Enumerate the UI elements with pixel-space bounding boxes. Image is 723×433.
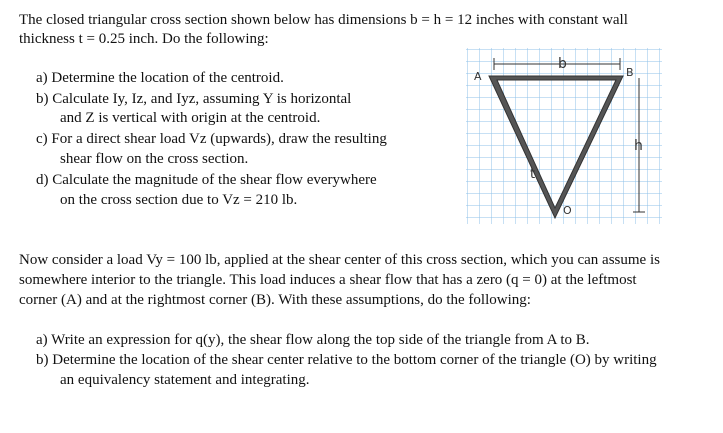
para2-line-1: Now consider a load Vy = 100 lb, applied at the shear center of this cross section, which you can assume is bbox=[19, 252, 660, 268]
para2-line-3: corner (A) and at the rightmost corner (B). With these assumptions, do the following: bbox=[19, 292, 531, 308]
task-d-cont: on the cross section due to Vz = 210 lb. bbox=[60, 192, 298, 208]
dim-t-label: t bbox=[530, 167, 536, 182]
triangle-cross-section-figure bbox=[466, 48, 662, 224]
task-b: b) Calculate Iy, Iz, and Iyz, assuming Y is horizontal bbox=[36, 91, 352, 107]
dim-b-label: b bbox=[558, 56, 567, 72]
intro-line-2: thickness t = 0.25 inch. Do the following: bbox=[19, 31, 269, 47]
task-d: d) Calculate the magnitude of the shear flow everywhere bbox=[36, 172, 377, 188]
task-c: c) For a direct shear load Vz (upwards), draw the resulting bbox=[36, 131, 387, 147]
corner-b-label: B bbox=[626, 66, 634, 79]
corner-o-label: O bbox=[563, 204, 572, 217]
intro-line-1: The closed triangular cross section shown below has dimensions b = h = 12 inches with constant wall bbox=[19, 12, 628, 28]
task-b-cont: and Z is vertical with origin at the centroid. bbox=[60, 110, 321, 126]
corner-a-label: A bbox=[474, 70, 482, 83]
task-a: a) Determine the location of the centroid. bbox=[36, 70, 284, 86]
dim-h-label: h bbox=[634, 138, 643, 154]
task2-b-cont: an equivalency statement and integrating. bbox=[60, 372, 310, 388]
para2-line-2: somewhere interior to the triangle. This load induces a shear flow that has a zero (q = 0) at the leftmost bbox=[19, 272, 637, 288]
task-c-cont: shear flow on the cross section. bbox=[60, 151, 249, 167]
task2-b: b) Determine the location of the shear center relative to the bottom corner of the triangle (O) by writing bbox=[36, 352, 657, 368]
task2-a: a) Write an expression for q(y), the shear flow along the top side of the triangle from A to B. bbox=[36, 332, 590, 348]
